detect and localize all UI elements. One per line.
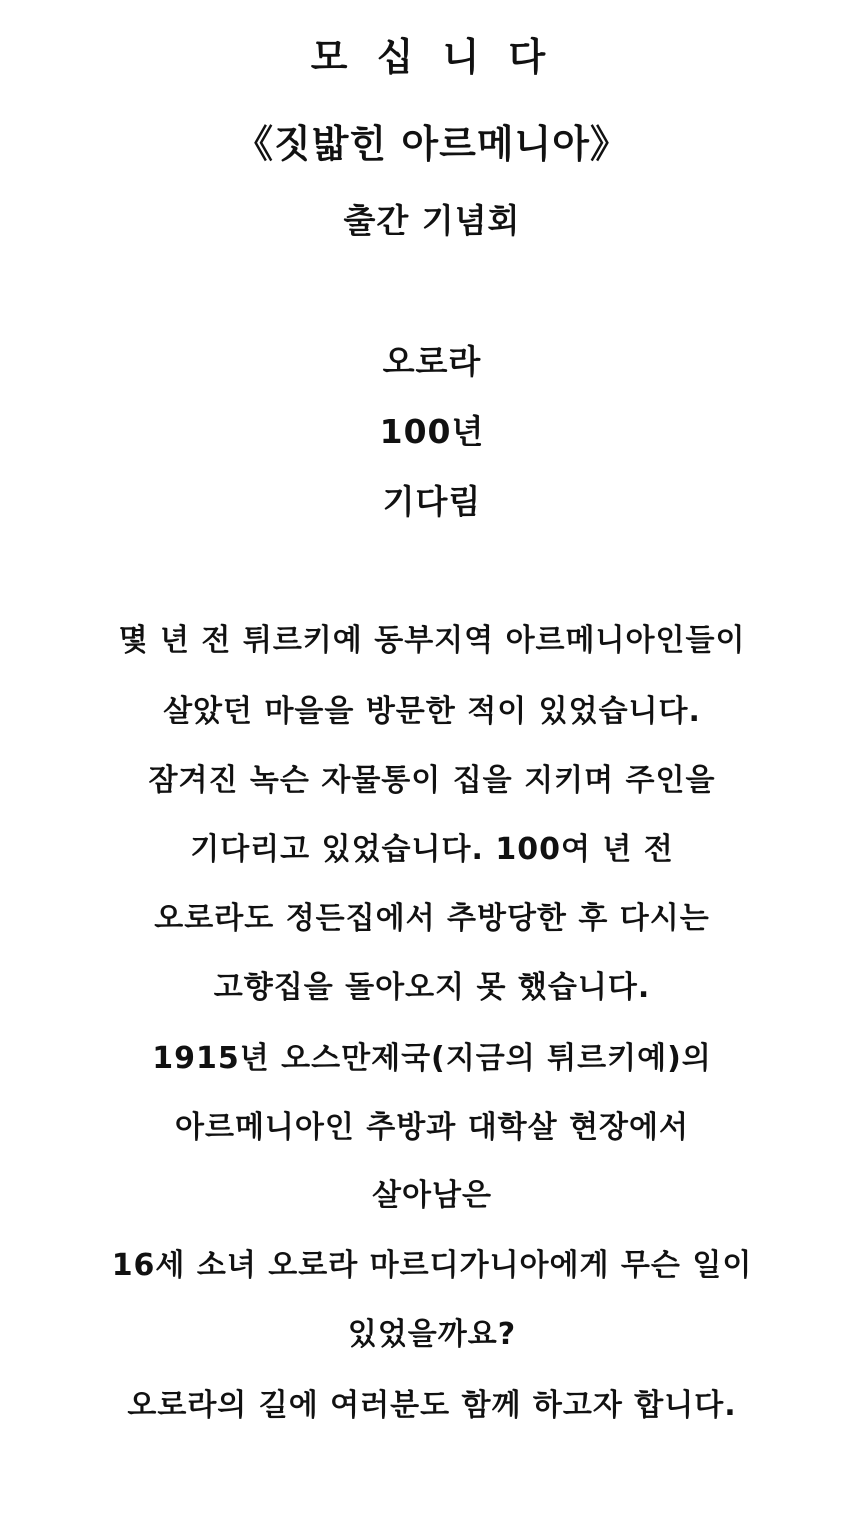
body-line-4: 기다리고 있었습니다. 100여 년 전 <box>190 832 674 867</box>
body-line-6: 고향집을 돌아오지 못 했습니다. <box>213 970 651 1005</box>
body-line-1: 몇 년 전 튀르키예 동부지역 아르메니아인들이 <box>118 623 746 658</box>
invitation-heading: 모 십 니 다 <box>310 35 554 79</box>
body-line-2: 살았던 마을을 방문한 적이 있었습니다. <box>163 694 701 729</box>
event-name: 출간 기념회 <box>343 201 521 240</box>
body-line-12: 오로라의 길에 여러분도 함께 하고자 합니다. <box>127 1388 737 1423</box>
body-line-5: 오로라도 정든집에서 추방당한 후 다시는 <box>154 901 710 936</box>
keyword-2: 100년 <box>379 412 485 451</box>
body-line-8: 아르메니아인 추방과 대학살 현장에서 <box>174 1110 689 1145</box>
book-title: 《짓밟힌 아르메니아》 <box>235 122 629 166</box>
body-line-10: 16세 소녀 오로라 마르디가니아에게 무슨 일이 <box>111 1248 753 1283</box>
keyword-1: 오로라 <box>382 342 482 381</box>
keyword-3: 기다림 <box>382 482 482 521</box>
body-line-7: 1915년 오스만제국(지금의 튀르키예)의 <box>152 1041 712 1076</box>
body-line-9: 살아남은 <box>372 1178 492 1213</box>
body-line-11: 있었을까요? <box>347 1317 517 1352</box>
body-line-3: 잠겨진 녹슨 자물통이 집을 지키며 주인을 <box>148 763 716 798</box>
